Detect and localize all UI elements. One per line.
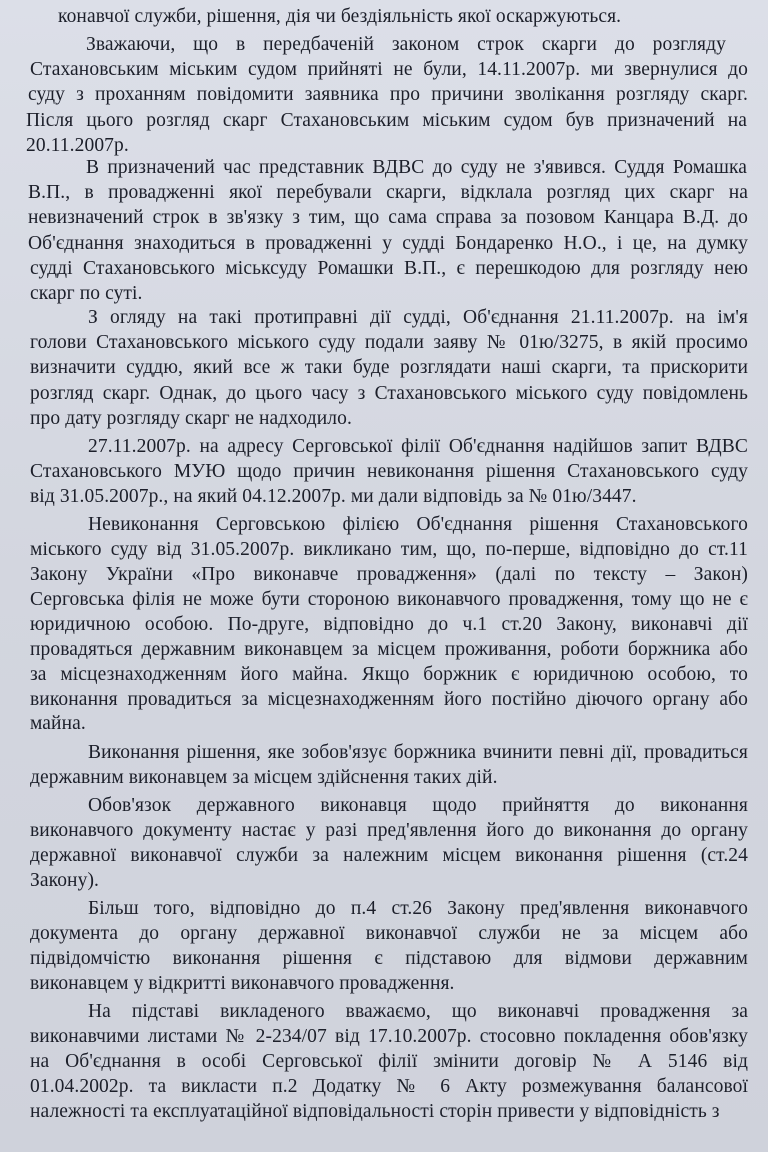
text-line: На підставі викладеного вважаємо, що виконавчі провадження за <box>88 1001 748 1022</box>
text-line: Об'єднання знаходиться в провадженні у судді Бондаренко Н.О., і це, на думку <box>28 233 748 254</box>
text-line: Обов'язок державного виконавця щодо прийняття до виконання <box>88 795 748 816</box>
text-line: виконавчими листами № 2-234/07 від 17.10.2007р. стосовно покладення обов'язку <box>30 1026 748 1047</box>
text-line: за місцезнаходженням його майна. Якщо боржник є юридичною особою, то <box>30 664 748 685</box>
text-line: Серговська філія не може бути стороною виконавчого провадження, тому що не є <box>30 589 748 610</box>
text-line: на Об'єднання в особі Серговської філії змінити договір № А 5146 від <box>30 1051 748 1072</box>
text-line: розгляд скарг. Однак, до цього часу з Стахановського міського суду повідомлень <box>30 383 748 404</box>
text-line: невизначений строк в зв'язку з тим, що сама справа за позовом Канцара В.Д. до <box>28 207 748 228</box>
text-line: визначити суддю, який все ж таки буде розглядати наші скарги, та прискорити <box>30 357 748 378</box>
text-line: провадяться державним виконавцем за місцем проживання, роботи боржника або <box>30 639 748 660</box>
text-line: Невиконання Серговською філією Об'єднання рішення Стахановського <box>88 514 748 535</box>
text-line: суду з проханням повідомити заявника про причини зволікання розгляду скарг. <box>28 84 748 105</box>
text-line: Закону). <box>30 870 100 891</box>
text-line: міського суду від 31.05.2007р. викликано тим, що, по-перше, відповідно до ст.11 <box>30 539 748 560</box>
text-line: від 31.05.2007р., на який 04.12.2007р. ми дали відповідь за № 01ю/3447. <box>30 486 637 507</box>
text-line: В призначений час представник ВДВС до суду не з'явився. Суддя Ромашка <box>86 157 747 178</box>
text-line: судді Стахановського міськсуду Ромашки В.П., є перешкодою для розгляду нею <box>30 258 748 279</box>
text-line: В.П., в провадженні якої перебували скарги, відклала розгляд цих скарг на <box>28 182 748 203</box>
text-line: Стахановським міським судом прийняті не були, 14.11.2007р. ми звернулися до <box>30 59 748 80</box>
text-line: З огляду на такі протиправні дії судді, Об'єднання 21.11.2007р. на ім'я <box>88 307 748 328</box>
text-line: належності та експлуатаційної відповідальності сторін привести у відповідність з <box>30 1101 720 1122</box>
text-line: Стахановського МУЮ щодо причин невиконання рішення Стахановського суду <box>30 461 748 482</box>
text-line: Закону України «Про виконавче провадження» (далі по тексту – Закон) <box>30 564 748 585</box>
text-line: виконавцем у відкритті виконавчого провадження. <box>30 973 455 994</box>
text-line: підвідомчістю виконання рішення є підставою для відмови державним <box>30 948 748 969</box>
text-line: голови Стахановського міського суду подали заяву № 01ю/3275, в якій просимо <box>30 332 748 353</box>
text-line: Зважаючи, що в передбаченій законом строк скарги до розгляду <box>86 34 726 55</box>
text-line: 01.04.2002р. та викласти п.2 Додатку № 6 Акту розмежування балансової <box>30 1076 748 1097</box>
text-line: конавчої служби, рішення, дія чи бездіяльність якої оскаржуються. <box>58 6 622 27</box>
text-line: виконавчого документу настає у разі пред'явлення його до виконання до органу <box>30 820 748 841</box>
text-line: Після цього розгляд скарг Стахановським міським судом був призначений на <box>26 110 747 131</box>
text-line: Виконання рішення, яке зобов'язує боржника вчинити певні дії, провадиться <box>88 742 748 763</box>
text-line: майна. <box>30 713 86 734</box>
text-line: Більш того, відповідно до п.4 ст.26 Закону пред'явлення виконавчого <box>88 898 748 919</box>
text-line: документа до органу державної виконавчої служби не за місцем або <box>30 923 748 944</box>
text-line: 27.11.2007р. на адресу Серговської філії Об'єднання надійшов запит ВДВС <box>88 436 748 457</box>
text-line: державним виконавцем за місцем здійснення таких дій. <box>30 767 498 788</box>
text-line: виконання провадиться за місцезнаходженням його постійно діючого органу або <box>30 689 748 710</box>
text-line: державної виконавчої служби за належним місцем виконання рішення (ст.24 <box>30 845 748 866</box>
text-line: про дату розгляду скарг не надходило. <box>30 408 352 429</box>
text-line: 20.11.2007р. <box>26 135 129 156</box>
text-line: скарг по суті. <box>30 283 143 304</box>
text-line: юридичною особою. По-друге, відповідно до ч.1 ст.20 Закону, виконавчі дії <box>30 614 748 635</box>
